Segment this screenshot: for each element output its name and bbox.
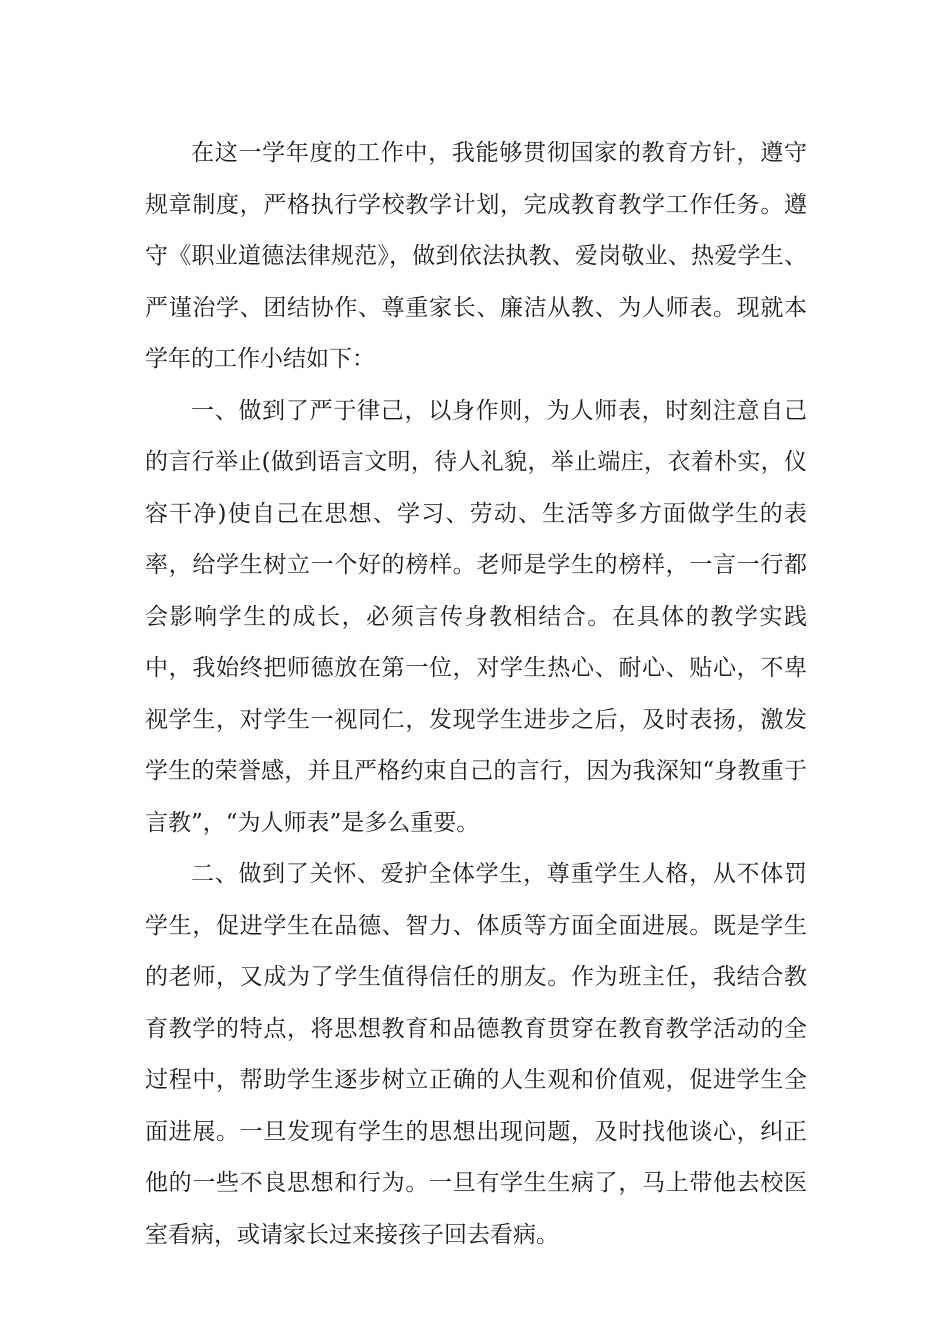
paragraph-point-two: 二、做到了关怀、爱护全体学生，尊重学生人格，从不体罚学生，促进学生在品德、智力、体质等方面全面进展。既是学生的老师，又成为了学生值得信任的朋友。作为班主任，我结合教育教学的特点，将思想教育和品德教育贯穿在教育教学活动的全过程中，帮助学生逐步树立正确的人生观和价值观，促进学生全面进展。一旦发现有学生的思想出现问题，及时找他谈心，纠正他的一些不良思想和行为。一旦有学生生病了，马上带他去校医室看病，或请家长过来接孩子回去看病。	[145, 861, 807, 1248]
paragraph-intro: 在这一学年度的工作中，我能够贯彻国家的教育方针，遵守规章制度，严格执行学校教学计划，完成教育教学工作任务。遵守《职业道德法律规范》，做到依法执教、爱岗敬业、热爱学生、严谨治学、团结协作、尊重家长、廉洁从教、为人师表。现就本学年的工作小结如下：	[145, 140, 807, 372]
document-body	[145, 128, 807, 1261]
paragraph-point-one: 一、做到了严于律己，以身作则，为人师表，时刻注意自己的言行举止(做到语言文明，待人礼貌，举止端庄，衣着朴实，仪容干净)使自己在思想、学习、劳动、生活等多方面做学生的表率，给学生树立一个好的榜样。老师是学生的榜样，一言一行都会影响学生的成长，必须言传身教相结合。在具体的教学实践中，我始终把师德放在第一位，对学生热心、耐心、贴心，不卑视学生，对学生一视同仁，发现学生进步之后，及时表扬，激发学生的荣誉感，并且严格约束自己的言行，因为我深知“身教重于言教”，“为人师表”是多么重要。	[145, 397, 807, 836]
